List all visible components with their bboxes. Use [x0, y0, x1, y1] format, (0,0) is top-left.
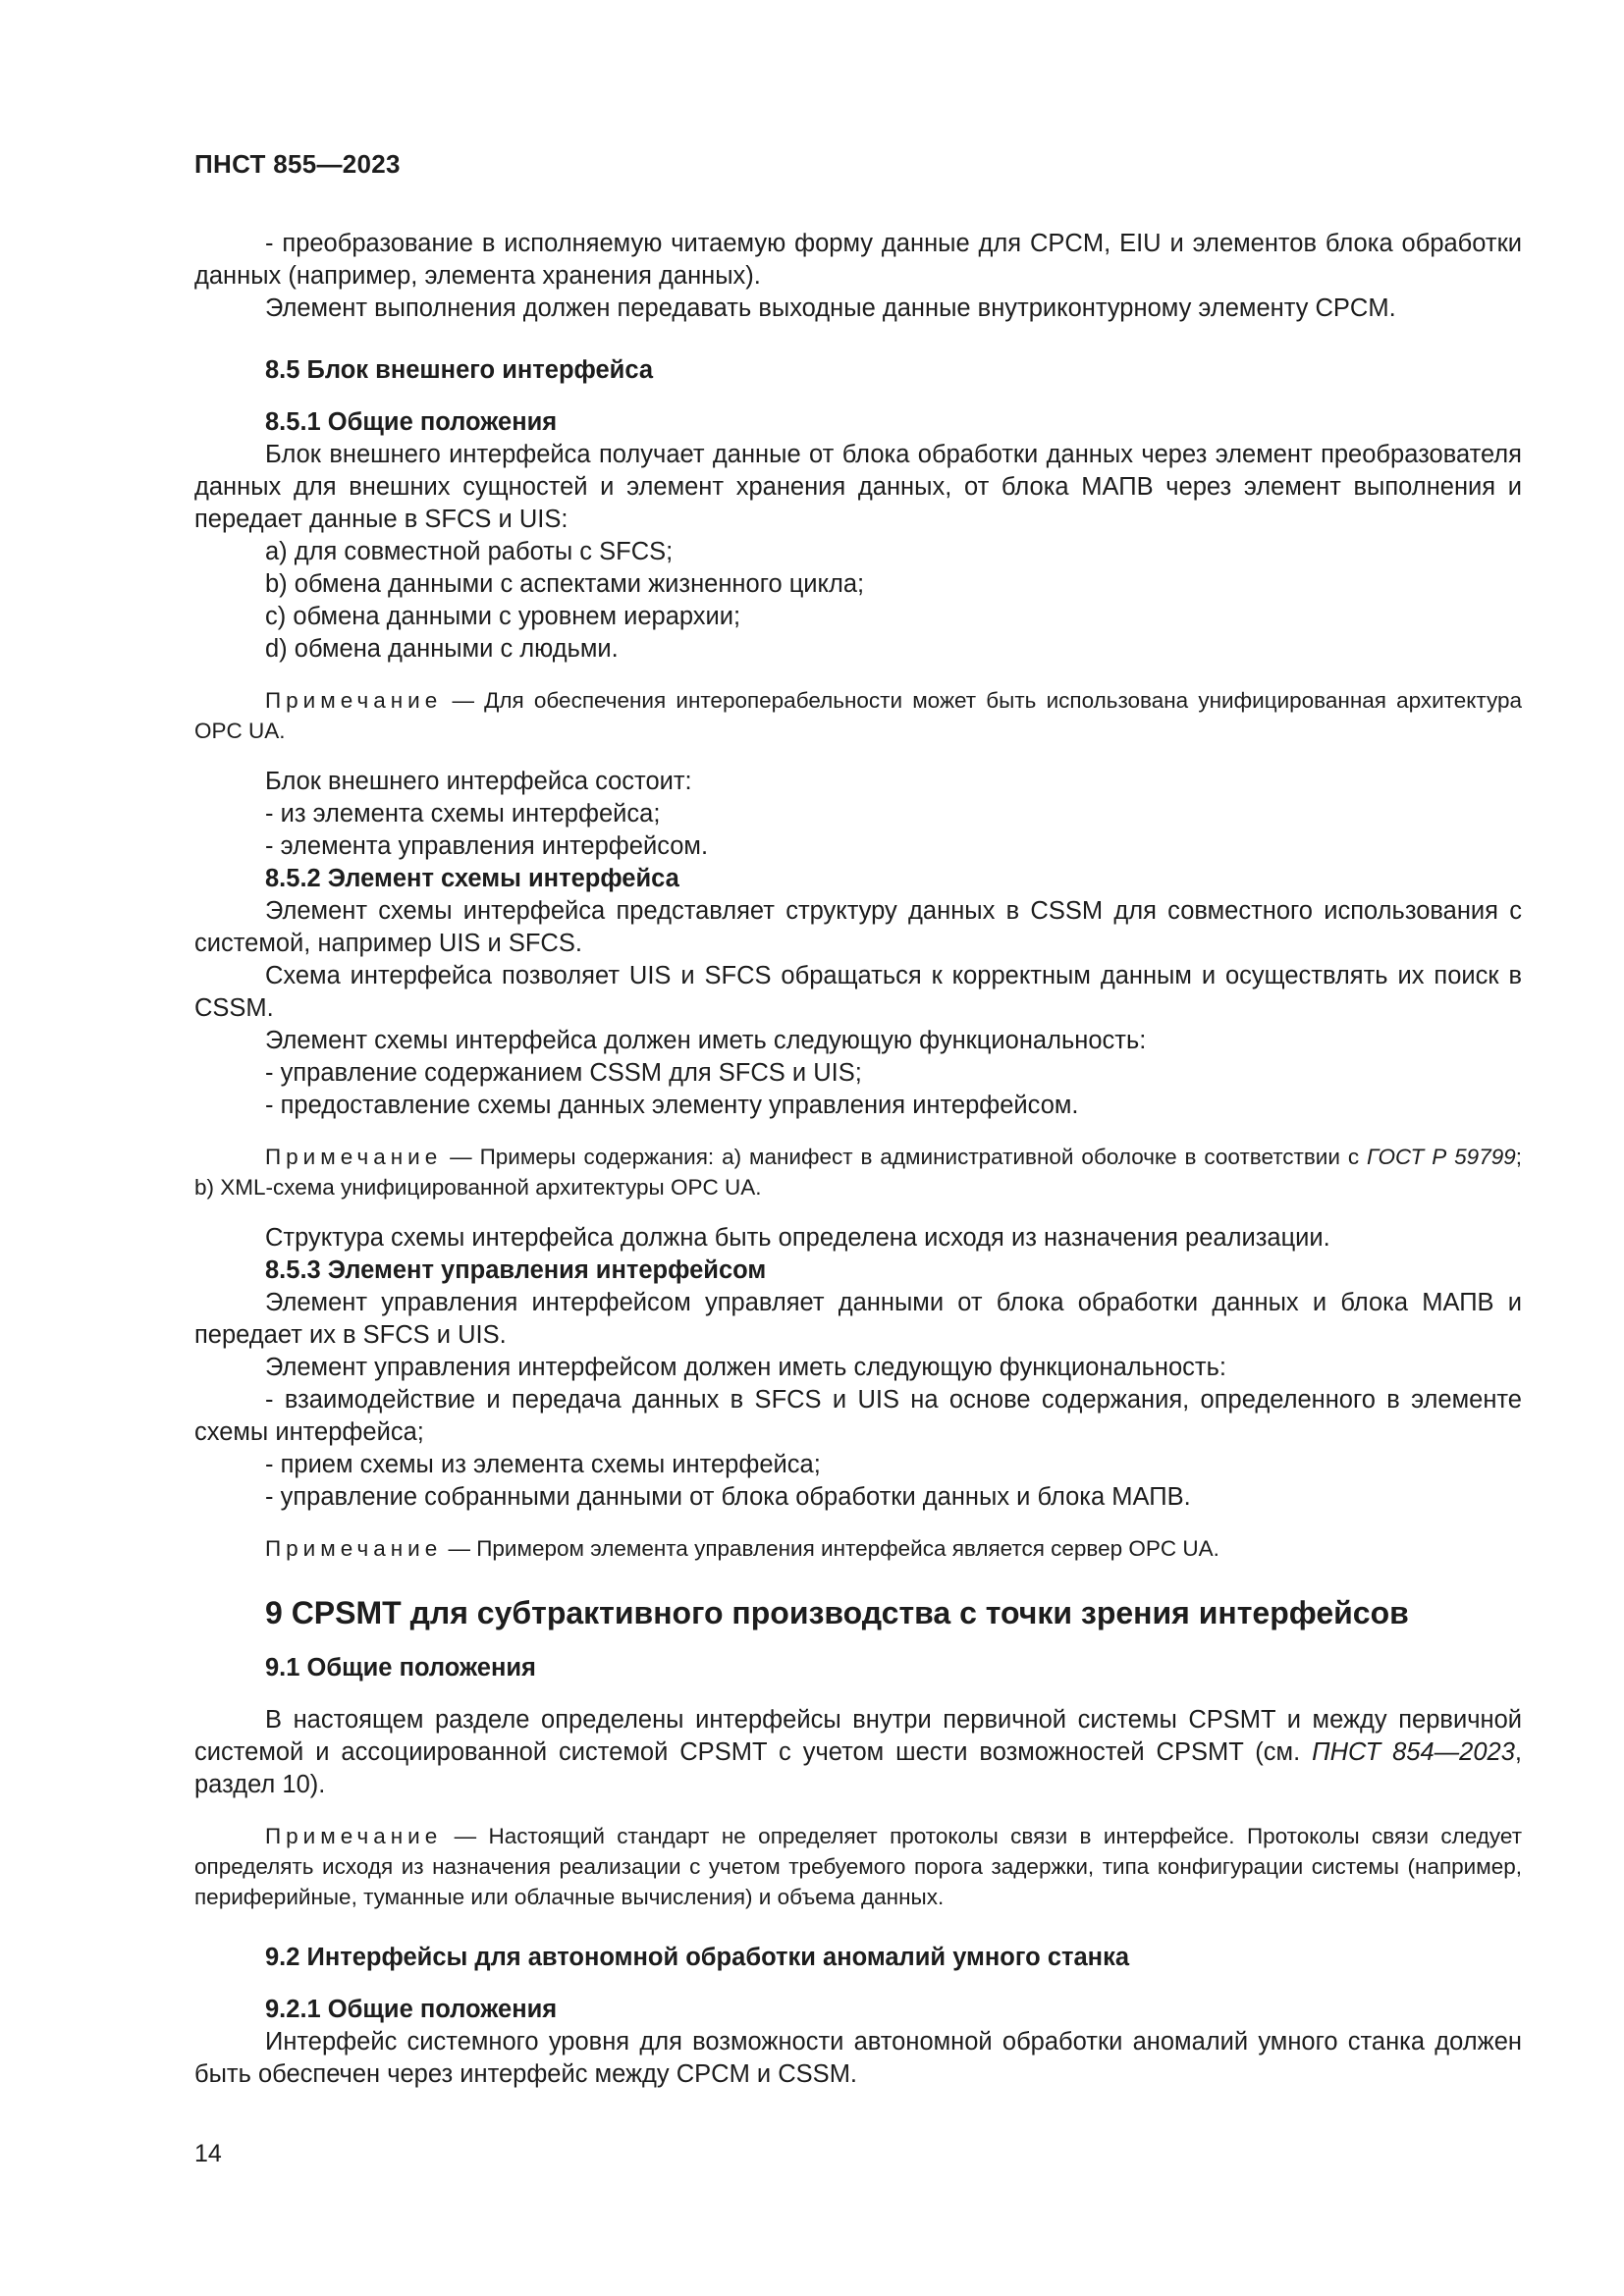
section-heading-9-1: 9.1 Общие положения — [265, 1654, 536, 1682]
list-item: a) для совместной работы с SFCS; — [265, 538, 674, 565]
paragraph-text: В настоящем разделе определены интерфейсы внутри первичной системы CPSMT и между первичной системой и ассоциированной системой CPSMT с учетом шести возможностей CPSMT (см. — [194, 1706, 1522, 1766]
note-text: — Примером элемента управления интерфейса является сервер OPC UA. — [442, 1536, 1219, 1561]
section-heading-9-2: 9.2 Интерфейсы для автономной обработки аномалий умного станка — [265, 1944, 1130, 1971]
note — [194, 1533, 1522, 1564]
document-code: ПНСТ 855—2023 — [194, 149, 401, 179]
list-item: - предоставление схемы данных элементу управления интерфейсом. — [265, 1092, 1079, 1119]
paragraph — [194, 1704, 1522, 1801]
note-text: — Для обеспечения интероперабельности может быть использована унифицированная архитектура OPC UA. — [194, 688, 1522, 743]
page-number: 14 — [194, 2140, 222, 2167]
list-item: - взаимодействие и передача данных в SFCS и UIS на основе содержания, определенного в элементе схемы интерфейса; — [194, 1386, 1522, 1446]
paragraph: - преобразование в исполняемую читаемую форму данные для CPCM, EIU и элементов блока обработки данных (например, элемента хранения данных). — [194, 230, 1522, 290]
note-text: — Настоящий стандарт не определяет протоколы связи в интерфейсе. Протоколы связи следует определять исходя из назначения реализации с учетом требуемого порога задержки, типа конфигурации системы (например, периферийные, туманные или облачные вычисления) и объема данных. — [194, 1824, 1522, 1909]
section-heading-8-5: 8.5 Блок внешнего интерфейса — [265, 356, 654, 384]
note-label: Примечание — [265, 1145, 443, 1169]
list-item: b) обмена данными с аспектами жизненного цикла; — [265, 570, 865, 598]
note-label: Примечание — [265, 688, 443, 713]
paragraph-reference: ПНСТ 854—2023 — [1312, 1738, 1515, 1766]
note-text: ; b) XML-схема унифицированной архитектуры OPC UA. — [194, 1145, 1522, 1200]
list-item: - из элемента схемы интерфейса; — [265, 800, 661, 828]
list-item: d) обмена данными с людьми. — [265, 635, 619, 663]
note — [194, 1821, 1522, 1912]
note-reference: ГОСТ Р 59799 — [1367, 1145, 1516, 1169]
paragraph: Элемент управления интерфейсом управляет данными от блока обработки данных и блока МАПВ и передает их в SFCS и UIS. — [194, 1289, 1522, 1349]
note-text: — Примеры содержания: а) манифест в административной оболочке в соответствии с — [442, 1145, 1368, 1169]
list-item: - элемента управления интерфейсом. — [265, 832, 709, 860]
list-item: - управление содержанием CSSM для SFCS и UIS; — [265, 1059, 862, 1087]
paragraph: Элемент выполнения должен передавать выходные данные внутриконтурному элементу CPCM. — [265, 294, 1396, 322]
note — [194, 685, 1522, 746]
paragraph: Элемент управления интерфейсом должен иметь следующую функциональность: — [265, 1354, 1226, 1381]
list-item: c) обмена данными с уровнем иерархии; — [265, 603, 741, 630]
paragraph-text: , раздел 10). — [194, 1738, 1522, 1798]
note-label: Примечание — [265, 1536, 443, 1561]
paragraph: Элемент схемы интерфейса должен иметь следующую функциональность: — [265, 1027, 1147, 1054]
section-heading-8-5-3: 8.5.3 Элемент управления интерфейсом — [265, 1256, 767, 1284]
paragraph: Блок внешнего интерфейса состоит: — [265, 768, 692, 795]
paragraph: Структура схемы интерфейса должна быть определена исходя из назначения реализации. — [265, 1224, 1330, 1252]
section-heading-8-5-1: 8.5.1 Общие положения — [265, 408, 558, 436]
list-item: - управление собранными данными от блока обработки данных и блока МАПВ. — [265, 1483, 1191, 1511]
paragraph: Блок внешнего интерфейса получает данные от блока обработки данных через элемент преобразователя данных для внешних сущностей и элемент хранения данных, от блока МАПВ через элемент выполнения и передает данные в SFCS и UIS: — [194, 441, 1522, 533]
note-label: Примечание — [265, 1824, 443, 1848]
paragraph: Схема интерфейса позволяет UIS и SFCS обращаться к корректным данным и осуществлять их поиск в CSSM. — [194, 962, 1522, 1022]
document-body — [194, 228, 1522, 2091]
paragraph: Элемент схемы интерфейса представляет структуру данных в CSSM для совместного использования с системой, например UIS и SFCS. — [194, 897, 1522, 957]
note — [194, 1142, 1522, 1202]
section-heading-8-5-2: 8.5.2 Элемент схемы интерфейса — [265, 865, 679, 892]
paragraph: Интерфейс системного уровня для возможности автономной обработки аномалий умного станка должен быть обеспечен через интерфейс между CPCM и CSSM. — [194, 2028, 1522, 2088]
list-item: - прием схемы из элемента схемы интерфейса; — [265, 1451, 821, 1478]
section-heading-9-2-1: 9.2.1 Общие положения — [265, 1996, 558, 2023]
section-heading-9: 9 CPSMT для субтрактивного производства с точки зрения интерфейсов — [265, 1595, 1409, 1630]
